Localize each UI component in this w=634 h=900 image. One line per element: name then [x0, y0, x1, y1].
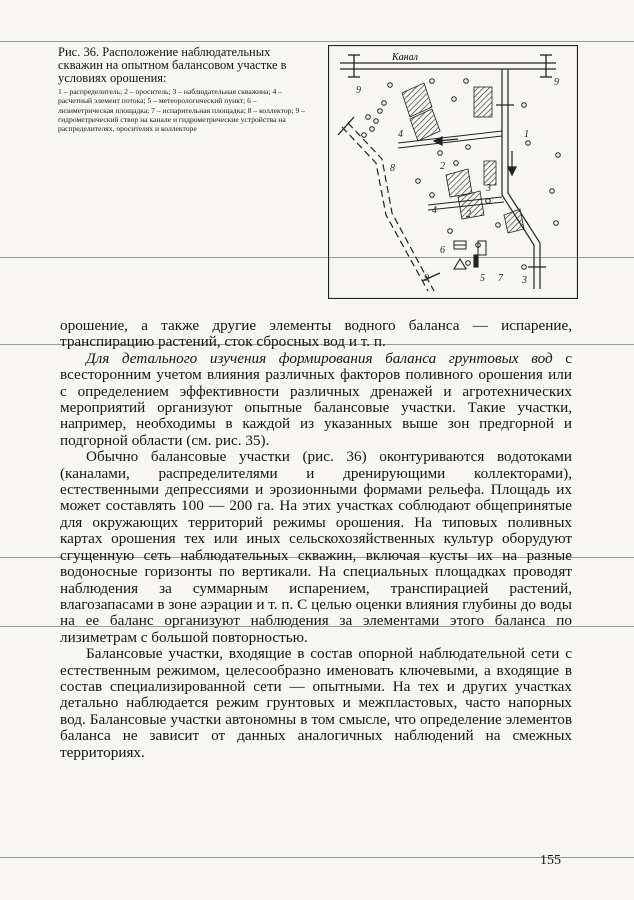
- figure-caption: [58, 46, 310, 133]
- canal-label: Канал: [392, 52, 418, 63]
- flow-element-hatched: [484, 161, 496, 185]
- paragraph: [60, 351, 572, 449]
- label-9b: 9: [554, 77, 559, 88]
- scan-line: [0, 857, 634, 858]
- label-2b: 2: [466, 209, 471, 220]
- label-4b: 4: [432, 205, 437, 216]
- page-number: 155: [540, 853, 561, 868]
- label-9: 9: [356, 85, 361, 96]
- label-4: 4: [398, 129, 403, 140]
- flow-element-hatched: [474, 87, 492, 117]
- label-9c: 9: [424, 273, 429, 284]
- caption-legend: 1 – распределитель; 2 – ороситель; 3 – наблюдательная скважина; 4 – расчетный элемент потока; 5 – метеорологический пункт; 6 – лизиметрическая площадка; 7 – испарительная площадка; 8 – коллектор; 9 – гидрометрический створ на канале и гидрометрические устройства на распределителях, оросителях и коллекторе: [58, 87, 305, 134]
- label-3: 3: [522, 275, 527, 286]
- lysimeter-site: [454, 241, 466, 249]
- collector: [342, 123, 434, 291]
- paragraph: Обычно балансовые участки (рис. 36) оконтуриваются водотоками (каналами, распределителями и дренирующими коллекторами), естественными депрессиями и эрозионными формами рельефа. Площадь их может составлять 100 — 200 га. На этих участках соблюдают общепринятые для окружающих территорий режимы орошения. На типовых поливных картах орошения тех или иных сельскохозяйственных культур оборудуют сгущенную сеть наблюдательных скважин, включая кусты их на разные водоносные горизонты по вертикали. На специальных площадках проводят наблюдения за суммарным испарением, транспирацией растений, влагозапасами в зоне аэрации и т. п. С целью оценки влияния глубины до воды на ее баланс организуют наблюдения за элементами этого баланса по лизиметрам с большой повторностью.: [60, 448, 572, 646]
- label-5: 5: [480, 273, 485, 284]
- scan-line: [0, 41, 634, 42]
- flow-element-hatched: [504, 209, 524, 233]
- paragraph: Балансовые участки, входящие в состав опорной наблюдательной сети с естественным режимом, целесообразно именовать ключевыми, а входящие в состав специализированной сети — опытными. На тех и других участках детально наблюдается режим грунтовых и межпластовых, часто напорных вод. Балансовые участки автономны в том смысле, что определение элементов баланса не зависит от данных аналогичных наблюдений на смежных территориях.: [60, 645, 572, 761]
- gauge-marker: [348, 55, 360, 77]
- label-3b: 3: [486, 183, 491, 194]
- paragraph-text: с всесторонним учетом влияния различных факторов поливного орошения или с определением эффективности различных дренажей и агротехнических мероприятий организуют опытные балансовые участки. Такие участки, например, необходимы в каждой из указанных выше зон предгорной и подгорной области (см. рис. 35).: [60, 349, 573, 449]
- paragraph: орошение, а также другие элементы водного баланса — испарение, транспирацию растений, сток сбросных вод и т. п.: [60, 317, 572, 351]
- italic-lead: Для детального изучения формирования баланса грунтовых вод: [86, 349, 553, 367]
- canal: [340, 63, 556, 69]
- label-2: 2: [440, 161, 445, 172]
- flow-arrow: [508, 151, 516, 175]
- flow-element-hatched: [446, 169, 472, 197]
- body-text: [60, 318, 572, 761]
- distributor: [502, 69, 540, 289]
- label-6: 6: [440, 245, 445, 256]
- map-svg: [328, 45, 578, 299]
- label-1: 1: [524, 129, 529, 140]
- balance-plot-map: [328, 45, 578, 299]
- gauge-marker: [540, 55, 552, 77]
- label-7: 7: [498, 273, 503, 284]
- caption-title: Рис. 36. Расположение наблюдательных скважин на опытном балансовом участке в условиях орошения:: [58, 45, 287, 85]
- label-8: 8: [390, 163, 395, 174]
